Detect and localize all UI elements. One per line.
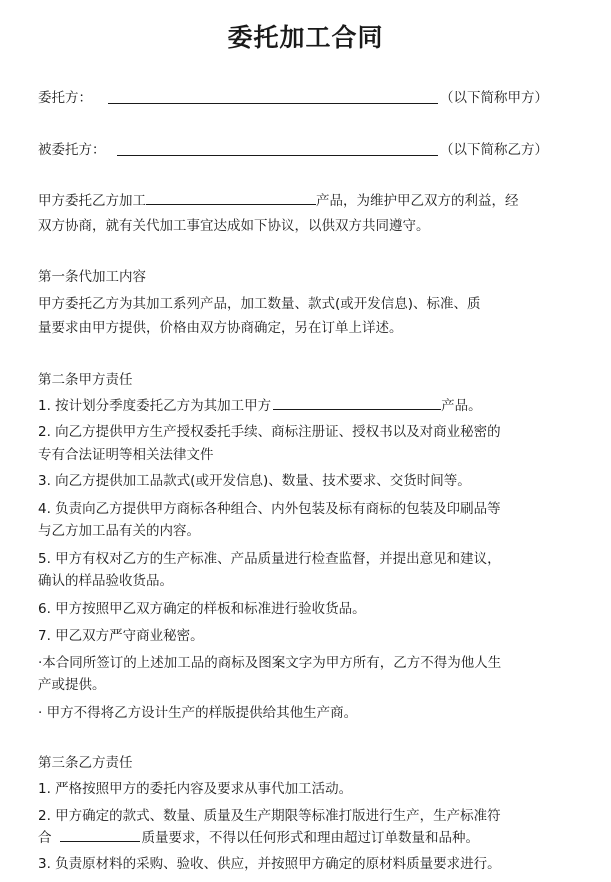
article2-item2-line-1: 2. 向乙方提供甲方生产授权委托手续、商标注册证、授权书以及对商业秘密的 bbox=[38, 424, 501, 440]
article3-heading: 第三条乙方责任 bbox=[38, 755, 133, 771]
article3-item2-prefix: 合 bbox=[38, 830, 52, 846]
contractor-suffix: （以下简称乙方） bbox=[440, 142, 548, 158]
contractor-line bbox=[38, 139, 106, 161]
article1-line-1: 甲方委托乙方为其加工系列产品，加工数量、款式(或开发信息)、标准、质 bbox=[38, 296, 481, 312]
client-name-field[interactable] bbox=[108, 89, 438, 104]
article2-bullet1-line-1: ·本合同所签订的上述加工品的商标及图案文字为甲方所有，乙方不得为他人生 bbox=[38, 655, 502, 671]
article2-item2-line-2: 专有合法证明等相关法律文件 bbox=[38, 447, 214, 463]
article2-item1 bbox=[38, 395, 482, 417]
article2-item4-line-1: 4. 负责向乙方提供甲方商标各种组合、内外包装及标有商标的包装及印刷品等 bbox=[38, 501, 501, 517]
contractor-name-field[interactable] bbox=[117, 141, 438, 156]
intro-line-1 bbox=[38, 190, 519, 212]
client-suffix: （以下简称甲方） bbox=[440, 90, 548, 106]
article1-line-2: 量要求由甲方提供，价格由双方协商确定，另在订单上详述。 bbox=[38, 320, 403, 336]
client-label: 委托方： bbox=[38, 90, 92, 106]
intro-part2: 产品，为维护甲乙双方的利益，经 bbox=[316, 193, 519, 209]
article2-item5-line-2: 确认的样品验收货品。 bbox=[38, 573, 173, 589]
article3-item3: 3. 负责原材料的采购、验收、供应，并按照甲方确定的原材料质量要求进行。 bbox=[38, 856, 501, 872]
article2-bullet2: · 甲方不得将乙方设计生产的样版提供给其他生产商。 bbox=[38, 705, 358, 721]
intro-part1: 甲方委托乙方加工 bbox=[38, 193, 146, 209]
quality-standard-field[interactable] bbox=[60, 827, 140, 842]
document-title: 委托加工合同 bbox=[227, 23, 384, 52]
article2-item7: 7. 甲乙双方严守商业秘密。 bbox=[38, 628, 204, 644]
article2-item1-tail: 产品。 bbox=[441, 398, 482, 414]
article3-item2-tail: 质量要求，不得以任何形式和理由超过订单数量和品种。 bbox=[141, 830, 479, 846]
article2-bullet1-line-2: 产或提供。 bbox=[38, 677, 106, 693]
article2-item4-line-2: 与乙方加工品有关的内容。 bbox=[38, 523, 200, 539]
article2-product-field[interactable] bbox=[273, 395, 441, 410]
article3-item1: 1. 严格按照甲方的委托内容及要求从事代加工活动。 bbox=[38, 781, 353, 797]
article1-heading: 第一条代加工内容 bbox=[38, 269, 146, 285]
article2-item1-text: 1. 按计划分季度委托乙方为其加工甲方 bbox=[38, 398, 272, 414]
article2-item5-line-1: 5. 甲方有权对乙方的生产标准、产品质量进行检查监督，并提出意见和建议， bbox=[38, 551, 501, 567]
intro-line-2: 双方协商，就有关代加工事宜达成如下协议，以供双方共同遵守。 bbox=[38, 218, 430, 234]
product-name-field[interactable] bbox=[146, 190, 316, 205]
client-line bbox=[38, 87, 92, 109]
article2-item6: 6. 甲方按照甲乙双方确定的样板和标准进行验收货品。 bbox=[38, 601, 366, 617]
article2-heading: 第二条甲方责任 bbox=[38, 372, 133, 388]
article3-item2-line-2 bbox=[38, 827, 479, 849]
contractor-label: 被委托方： bbox=[38, 142, 106, 158]
article3-item2-line-1: 2. 甲方确定的款式、数量、质量及生产期限等标准打版进行生产，生产标准符 bbox=[38, 808, 501, 824]
article2-item3: 3. 向乙方提供加工品款式(或开发信息)、数量、技术要求、交货时间等。 bbox=[38, 473, 471, 489]
